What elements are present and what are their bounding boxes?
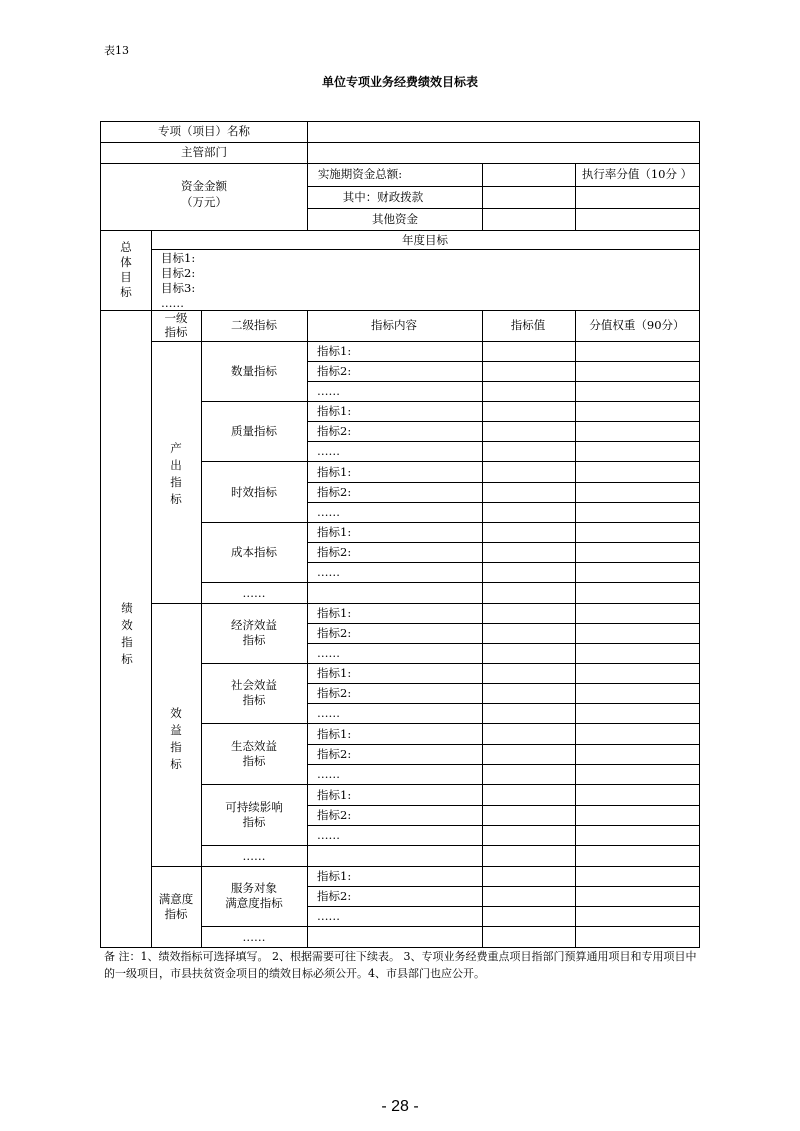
table-rule: [201, 845, 700, 846]
table-rule: [307, 886, 700, 887]
weight-header: 分值权重（90分）: [589, 318, 685, 332]
table-rule: [307, 643, 700, 644]
level2-label: ……: [242, 848, 266, 863]
table-rule: [151, 310, 152, 948]
table-rule: [151, 341, 700, 342]
table-rule: [201, 461, 700, 462]
table-rule: [201, 522, 700, 523]
table-rule: [151, 249, 700, 250]
table-rule: [201, 866, 700, 867]
level2-label: [204, 678, 304, 708]
value-header: 指标值: [510, 318, 546, 332]
overall-goal-side-label-line: 目: [120, 270, 132, 284]
satisfaction-indicator-label-line: 满意度: [158, 892, 194, 906]
satisfaction-indicator-label: [146, 892, 206, 922]
level2-label: [204, 881, 304, 911]
indicator-item: 指标1:: [317, 404, 352, 418]
table-rule: [201, 401, 700, 402]
indicator-item: 指标1:: [317, 788, 352, 802]
table-rule: [307, 361, 700, 362]
indicator-more: ……: [317, 384, 340, 398]
level2-label: 时效指标: [231, 485, 277, 499]
level2-header: 二级指标: [231, 318, 277, 332]
level2-label-line: 可持续影响: [225, 800, 283, 814]
table-rule: [201, 663, 700, 664]
benefit-indicator-label-line: 益: [170, 723, 182, 737]
performance-side-label-line: 指: [121, 635, 133, 649]
level2-label-line: 指标: [242, 815, 266, 829]
table-rule: [201, 603, 700, 604]
indicator-item: 指标1:: [317, 606, 352, 620]
table-rule: [307, 683, 700, 684]
level2-label-line: 社会效益: [231, 678, 277, 692]
indicator-item: 指标1:: [317, 465, 352, 479]
table-rule: [307, 825, 700, 826]
indicator-item: 指标1:: [317, 869, 352, 883]
benefit-indicator-label: [166, 705, 186, 773]
indicator-item: 指标2:: [317, 747, 352, 761]
level2-label-line: 指标: [242, 693, 266, 707]
goal-item: 目标1:: [161, 251, 196, 265]
level2-label: [204, 800, 304, 830]
table-rule: [307, 562, 700, 563]
indicator-more: ……: [317, 646, 340, 660]
level2-label: 成本指标: [231, 545, 277, 559]
level2-label: ……: [242, 585, 266, 600]
funds-label: 资金金额: [181, 179, 227, 193]
indicator-more: ……: [317, 505, 340, 519]
table-rule: [482, 163, 483, 231]
page-title: 单位专项业务经费绩效目标表: [321, 75, 479, 89]
indicator-more: ……: [317, 565, 340, 579]
table-rule: [307, 764, 700, 765]
indicator-item: 指标2:: [317, 686, 352, 700]
performance-side-label-line: 效: [121, 618, 133, 632]
table-rule: [307, 482, 700, 483]
table-rule: [307, 623, 700, 624]
table-rule: [201, 310, 202, 948]
table-rule: [201, 723, 700, 724]
indicator-item: 指标2:: [317, 364, 352, 378]
output-indicator-label-line: 产: [170, 441, 182, 455]
table-rule: [100, 121, 700, 122]
table-rule: [307, 502, 700, 503]
footnote: 备 注：1、绩效指标可选择填写。 2、根据需要可往下续表。 3、专项业务经费重点项目指部门预算通用项目和专用项目中的一级项目，市县扶贫资金项目的绩效目标必须公开。4、市县部门也应公开。: [104, 950, 697, 980]
table-rule: [575, 163, 576, 231]
table-rule: [100, 121, 101, 948]
satisfaction-indicator-label-line: 指标: [164, 907, 188, 921]
table-rule: [307, 906, 700, 907]
table-rule: [307, 186, 700, 187]
table-rule: [151, 866, 202, 867]
indicator-item: 指标2:: [317, 424, 352, 438]
level2-label-line: 指标: [242, 633, 266, 647]
indicator-more: ……: [317, 444, 340, 458]
performance-side-label-line: 标: [121, 652, 133, 666]
table-rule: [201, 582, 700, 583]
table-number: 表13: [104, 44, 129, 57]
performance-side-label: [117, 600, 137, 668]
annual-goal-label: 年度目标: [402, 233, 448, 247]
table-rule: [307, 703, 700, 704]
table-rule: [201, 926, 700, 927]
overall-goal-side-label: [116, 240, 136, 300]
page-number: - 28 -: [381, 1098, 419, 1115]
level2-label-line: 满意度指标: [225, 896, 283, 910]
table-rule: [151, 230, 152, 311]
indicator-more: ……: [317, 828, 340, 842]
table-rule: [307, 744, 700, 745]
indicator-item: 指标1:: [317, 666, 352, 680]
goal-item: 目标3:: [161, 281, 196, 295]
goal-item: ……: [161, 296, 184, 310]
indicator-item: 指标2:: [317, 485, 352, 499]
indicator-more: ……: [317, 767, 340, 781]
indicator-item: 指标1:: [317, 727, 352, 741]
indicator-more: ……: [317, 909, 340, 923]
table-rule: [307, 310, 308, 948]
benefit-indicator-label-line: 标: [170, 757, 182, 771]
level1-header-line: 一级: [164, 311, 188, 325]
funds-unit-label: （万元）: [181, 195, 227, 209]
indicator-more: ……: [317, 706, 340, 720]
level2-label-line: 经济效益: [231, 618, 277, 632]
indicator-item: 指标2:: [317, 889, 352, 903]
output-indicator-label-line: 指: [170, 475, 182, 489]
table-rule: [100, 230, 700, 231]
table-rule: [307, 542, 700, 543]
level1-header-line: 指标: [164, 325, 188, 339]
table-rule: [100, 163, 700, 164]
level1-header: [151, 311, 201, 339]
other-funds-label: 其他资金: [372, 212, 418, 226]
indicator-item: 指标1:: [317, 344, 352, 358]
benefit-indicator-label-line: 效: [170, 706, 182, 720]
project-name-label: 专项（项目）名称: [158, 124, 250, 138]
goal-item: 目标2:: [161, 266, 196, 280]
overall-goal-side-label-line: 总: [120, 240, 132, 254]
output-indicator-label-line: 出: [170, 458, 182, 472]
table-rule: [699, 121, 700, 948]
benefit-indicator-label-line: 指: [170, 740, 182, 754]
table-rule: [307, 121, 308, 231]
level2-label: 数量指标: [231, 364, 277, 378]
level2-label-line: 指标: [242, 754, 266, 768]
overall-goal-side-label-line: 标: [120, 285, 132, 299]
table-rule: [307, 805, 700, 806]
table-rule: [151, 603, 202, 604]
indicator-item: 指标1:: [317, 525, 352, 539]
output-indicator-label-line: 标: [170, 492, 182, 506]
table-rule: [575, 310, 576, 948]
level2-label: [204, 739, 304, 769]
level2-label: 质量指标: [231, 424, 277, 438]
level2-label: ……: [242, 929, 266, 944]
exec-rate-label: 执行率分值（10分 ）: [581, 167, 693, 181]
performance-side-label-line: 绩: [121, 601, 133, 615]
table-rule: [307, 208, 700, 209]
table-rule: [482, 310, 483, 948]
indicator-item: 指标2:: [317, 626, 352, 640]
table-rule: [307, 421, 700, 422]
table-rule: [307, 441, 700, 442]
table-rule: [307, 381, 700, 382]
table-rule: [201, 784, 700, 785]
level2-label-line: 生态效益: [231, 739, 277, 753]
dept-label: 主管部门: [181, 145, 227, 159]
fiscal-funds-label: 其中：财政拨款: [342, 190, 424, 204]
overall-goal-side-label-line: 体: [120, 255, 132, 269]
output-indicator-label: [166, 440, 186, 508]
total-funds-label: 实施期资金总额:: [317, 167, 403, 181]
indicator-item: 指标2:: [317, 808, 352, 822]
level2-label-line: 服务对象: [231, 881, 277, 895]
content-header: 指标内容: [371, 318, 417, 332]
table-rule: [100, 142, 700, 143]
indicator-item: 指标2:: [317, 545, 352, 559]
level2-label: [204, 618, 304, 648]
